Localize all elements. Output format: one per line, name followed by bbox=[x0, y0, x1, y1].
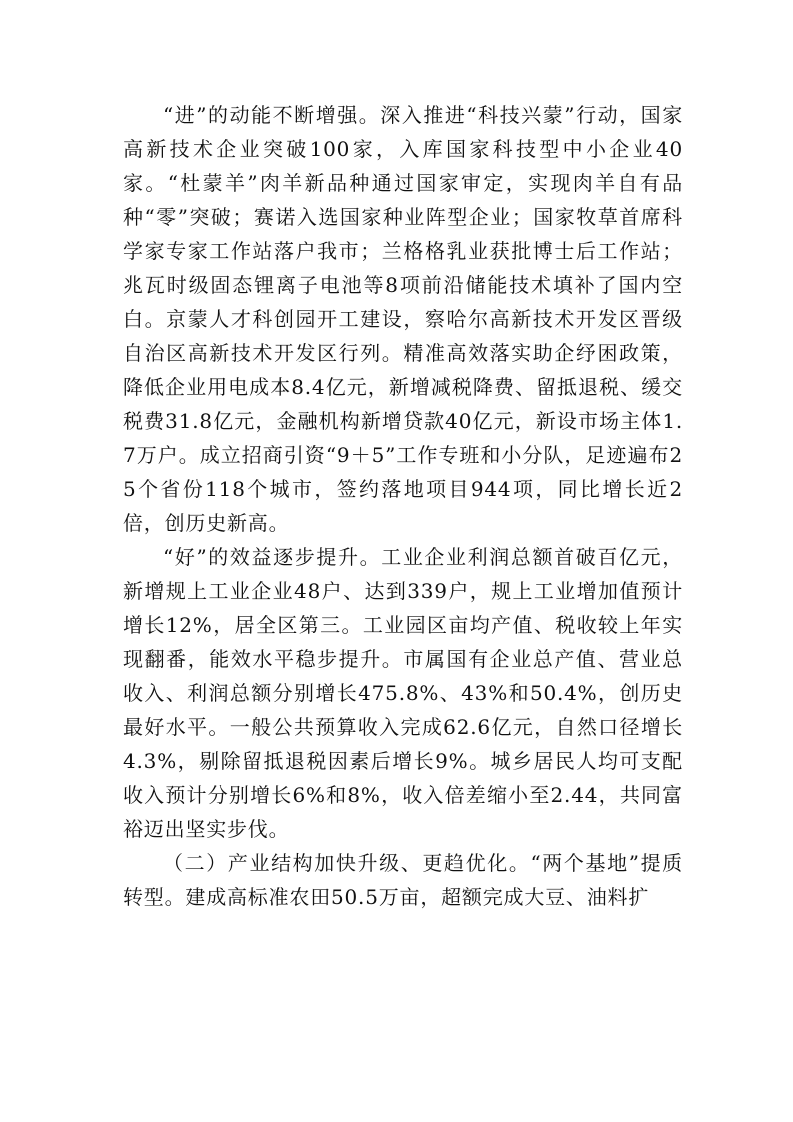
paragraph-chanye-jiegou bbox=[123, 846, 683, 914]
paragraph-jin-dongneng: “进”的动能不断增强。深入推进“科技兴蒙”行动，国家高新技术企业突破100家，入库国家科技型中小企业40家。“杜蒙羊”肉羊新品种通过国家审定，实现肉羊自有品种“零”突破；赛诺入选国家种业阵型企业；国家牧草首席科学家专家工作站落户我市；兰格格乳业获批博士后工作站；兆瓦时级固态锂离子电池等8项前沿储能技术填补了国内空白。京蒙人才科创园开工建设，察哈尔高新技术开发区晋级自治区高新技术开发区行列。精准高效落实助企纾困政策，降低企业用电成本8.4亿元，新增减税降费、留抵退税、缓交税费31.8亿元，金融机构新增贷款40亿元，新设市场主体1.7万户。成立招商引资“9＋5”工作专班和小分队，足迹遍布25个省份118个城市，签约落地项目944项，同比增长近2倍，创历史新高。 bbox=[123, 103, 683, 535]
section-heading-chanye: （二）产业结构加快升级、更趋优化。 bbox=[163, 851, 531, 875]
body-text bbox=[123, 98, 683, 914]
paragraph-hao-xiaoyi: “好”的效益逐步提升。工业企业利润总额首破百亿元，新增规上工业企业48户、达到339户，规上工业增加值预计增长12%，居全区第三。工业园区亩均产值、税收较上年实现翻番，能效水平稳步提升。市属国有企业总产值、营业总收入、利润总额分别增长475.8%、43%和50.4%，创历史最好水平。一般公共预算收入完成62.6亿元，自然口径增长4.3%，剔除留抵退税因素后增长9%。城乡居民人均可支配收入预计分别增长6%和8%，收入倍差缩小至2.44，共同富裕迈出坚实步伐。 bbox=[123, 545, 683, 841]
paragraph-chanye-text: “两个基地”提质转型。建成高标准农田50.5万亩，超额完成大豆、油料扩 bbox=[123, 851, 683, 909]
